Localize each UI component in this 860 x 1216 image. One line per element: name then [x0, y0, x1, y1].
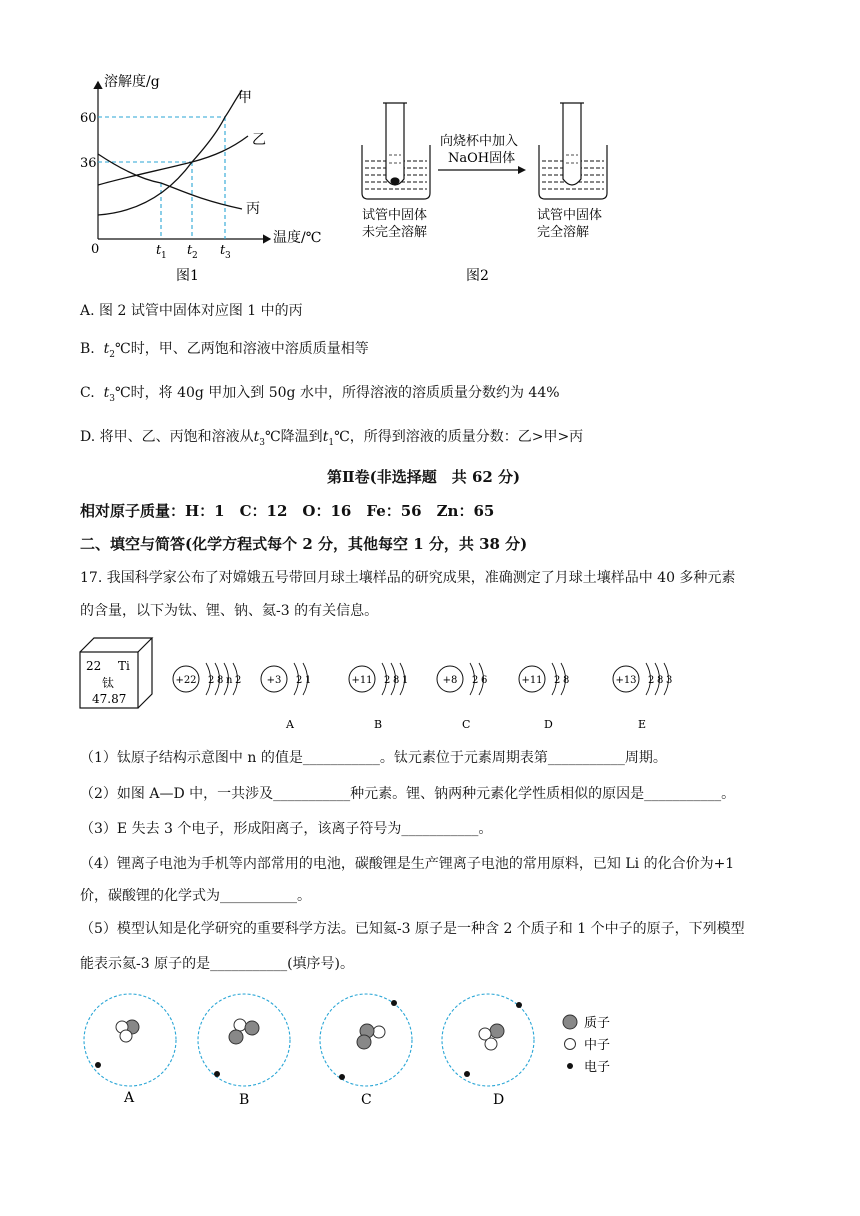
left-beaker: [362, 103, 430, 199]
question-5a: （5）模型认知是化学研究的重要科学方法。已知氦-3 原子是一种含 2 个质子和 1 个中子的原子，下列模型: [80, 921, 745, 937]
atom-label: D: [544, 718, 553, 731]
fig1-caption: 图1: [176, 268, 199, 284]
legend: [563, 1015, 610, 1075]
atom-diagram-5: [519, 663, 569, 731]
legend-proton-icon: [563, 1015, 577, 1029]
section-title: 第Ⅱ卷(非选择题 共 62 分): [327, 468, 521, 486]
element-and-atoms: [76, 632, 696, 732]
legend-electron-icon: [567, 1063, 573, 1069]
model-label-c: C: [361, 1092, 372, 1108]
q17-line1: 17. 我国科学家公布了对嫦娥五号带回月球土壤样品的研究成果，准确测定了月球土壤样品中 40 多种元素: [80, 570, 736, 586]
model-label-a: A: [124, 1090, 135, 1106]
svg-text:3: 3: [225, 251, 231, 261]
option-b: B. $t_2℃$时，甲、乙两饱和溶液中溶质质量相等: [80, 341, 369, 360]
atomic-mass: 相对原子质量：H：1 C：12 O：16 Fe：56 Zn：65: [80, 502, 495, 520]
shell-count: 6: [481, 675, 488, 686]
right-beaker: [539, 103, 607, 199]
nucleus-charge: +22: [175, 675, 197, 686]
left-caption-2: 未完全溶解: [362, 225, 428, 240]
guide-lines: [98, 117, 225, 239]
atom-diagram-6: [613, 663, 672, 731]
legend-proton: 质子: [584, 1016, 611, 1031]
atom-diagram-3: [349, 663, 408, 731]
shell-count: n: [226, 675, 233, 686]
legend-electron: 电子: [584, 1060, 611, 1075]
question-2: （2）如图 A—D 中，一共涉及___________种元素。锂、钠两种元素化学性质相似的原因是___________。: [80, 786, 736, 802]
blank-7[interactable]: ___________: [210, 956, 288, 972]
question-1: （1）钛原子结构示意图中 n 的值是___________。钛元素位于元素周期表第___________周期。: [80, 750, 667, 766]
curve-label-jia: 甲: [238, 90, 252, 106]
shell-count: 2: [235, 675, 242, 686]
solubility-chart: [70, 72, 350, 290]
x-tick-t1: [156, 243, 167, 261]
y-axis-label: 溶解度/g: [104, 74, 160, 90]
model-b-orbit: [198, 994, 290, 1086]
model-a: [95, 1020, 139, 1068]
nucleus-charge: +11: [351, 675, 373, 686]
model-label-d: D: [493, 1092, 505, 1108]
left-caption-1: 试管中固体: [362, 208, 428, 223]
model-b: [214, 1019, 259, 1077]
model-label-b: B: [239, 1092, 250, 1108]
shell-count: 2: [554, 675, 561, 686]
arrow-head: [518, 166, 526, 174]
legend-neutron: 中子: [584, 1038, 611, 1053]
origin-label: 0: [91, 242, 100, 257]
shell-count: 8: [563, 675, 570, 686]
option-c: C. $t_3℃$时，将 40g 甲加入到 50g 水中，所得溶液的溶质质量分数约为 44%: [80, 385, 560, 404]
model-d: [464, 1002, 522, 1077]
curve-label-bing: 丙: [246, 201, 260, 217]
x-tick-t3: [220, 243, 231, 261]
nucleus-charge: +11: [521, 675, 543, 686]
atom-diagrams: [173, 663, 672, 731]
shell-count: 3: [666, 675, 673, 686]
y-tick-36: 36: [80, 156, 97, 171]
atom-label: B: [374, 718, 383, 731]
model-c: [339, 1000, 397, 1080]
svg-text:t: t: [156, 243, 162, 258]
element-mass: 47.87: [92, 692, 127, 706]
q17-line2: 的含量，以下为钛、锂、钠、氦-3 的有关信息。: [80, 603, 379, 619]
nucleus-charge: +3: [266, 675, 282, 686]
blank-3[interactable]: ___________: [273, 786, 351, 802]
option-a: A. 图 2 试管中固体对应图 1 中的丙: [80, 303, 303, 319]
nucleus-charge: +8: [442, 675, 458, 686]
shell-count: 2: [472, 675, 479, 686]
atom-label: A: [286, 718, 294, 731]
part2-title: 二、填空与简答(化学方程式每个 2 分，其他每空 1 分，共 38 分): [80, 535, 528, 553]
atom-diagram-1: [173, 663, 241, 695]
shell-count: 1: [305, 675, 312, 686]
arrow-text-2: NaOH固体: [448, 151, 516, 166]
svg-text:t: t: [187, 243, 193, 258]
svg-text:t: t: [220, 243, 226, 258]
curve-label-yi: 乙: [252, 132, 266, 148]
beaker-diagram: [358, 95, 628, 290]
atom-label: E: [638, 718, 647, 731]
option-d: D. 将甲、乙、丙饱和溶液从$t_3℃$降温到$t_1℃$，所得到溶液的质量分数：乙>甲>丙: [80, 429, 584, 448]
blank-4[interactable]: ___________: [644, 786, 722, 802]
arrow-text-1: 向烧杯中加入: [440, 134, 519, 149]
right-caption-2: 完全溶解: [537, 225, 590, 240]
atom-models: [76, 992, 636, 1118]
atom-diagram-2: [261, 663, 311, 731]
fig2-caption: 图2: [466, 268, 489, 284]
shell-count: 2: [648, 675, 655, 686]
shell-count: 8: [217, 675, 224, 686]
atom-diagram-4: [437, 663, 487, 731]
question-3: （3）E 失去 3 个电子，形成阳离子，该离子符号为___________。: [80, 821, 493, 837]
shell-count: 8: [393, 675, 400, 686]
svg-text:2: 2: [192, 251, 198, 261]
blank-6[interactable]: ___________: [220, 888, 297, 904]
element-name: 钛: [102, 676, 115, 690]
question-4b: 价，碳酸锂的化学式为___________。: [80, 888, 311, 904]
question-5b: 能表示氦-3 原子的是___________(填序号)。: [80, 956, 355, 972]
shell-count: 2: [384, 675, 391, 686]
svg-text:1: 1: [161, 251, 167, 261]
atom-label: C: [462, 718, 471, 731]
shell-count: 2: [296, 675, 303, 686]
nucleus-charge: +13: [615, 675, 637, 686]
element-number: 22: [86, 659, 102, 673]
blank-2[interactable]: ___________: [547, 750, 625, 766]
shell-count: 2: [208, 675, 215, 686]
blank-1[interactable]: ___________: [302, 750, 380, 766]
legend-neutron-icon: [565, 1039, 576, 1050]
shell-count: 8: [657, 675, 664, 686]
right-caption-1: 试管中固体: [537, 208, 603, 223]
x-tick-t2: [187, 243, 198, 261]
y-tick-60: 60: [80, 111, 97, 126]
blank-5[interactable]: ___________: [401, 821, 479, 837]
shell-count: 1: [402, 675, 409, 686]
x-axis-label: 温度/℃: [273, 230, 322, 246]
element-symbol: Ti: [118, 659, 130, 673]
question-4a: （4）锂离子电池为手机等内部常用的电池，碳酸锂是生产锂离子电池的常用原料，已知 Li 的化合价为+1: [80, 856, 735, 872]
